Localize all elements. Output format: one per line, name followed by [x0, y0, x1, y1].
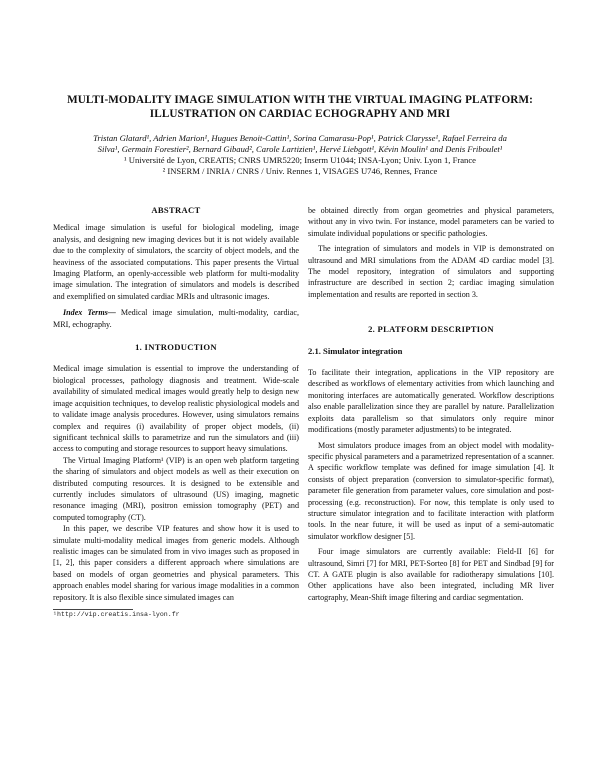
intro-heading: 1. INTRODUCTION — [135, 342, 217, 353]
title-line-2: ILLUSTRATION ON CARDIAC ECHOGRAPHY AND MRI — [149, 108, 451, 120]
right-paragraph-4: Most simulators produce images from an object model with modality-specific physical parameters and a parametrized representation of a scanner. A specific workflow template was defined for image simulation [4]. It consists of object preparation (conversion to simulator-specific format), parameter file generation from parameter values, core simulation and post-processing (e.g. reconstruction). For now, this template is only used to structure simulator integration and to facilitate interaction with platform tools. In the near future, it will be used as input of a semi-automatic simulator workflow designer [5]. — [308, 440, 554, 541]
index-terms-label: Index Terms— — [63, 308, 116, 318]
right-column — [308, 205, 554, 603]
index-terms-text: Medical image simulation, multi-modality, cardiac, MRI, echography. — [53, 308, 299, 329]
abstract-text: Medical image simulation is useful for biological modeling, image analysis, and designing new imaging devices but it is not widely available due to the complexity of simulators, the scarcity of object models, and the heaviness of the associated computations. This paper presents the Virtual Imaging Platform, an openly-accessible web platform for multi-modality image simulation. The integration of simulators and models is described and exemplified on simulated cardiac MRIs and ultrasonic images. — [53, 223, 299, 301]
index-terms — [53, 307, 299, 330]
left-column — [53, 205, 299, 620]
intro-paragraph-2: The Virtual Imaging Platform¹ (VIP) is an open web platform targeting the sharing of simulators and object models as well as their execution on distributed computing resources. It is designed to be extensible and currently includes simulators of ultrasound (US) imaging, magnetic resonance imaging (MRI), positron emission tomography (PET) and computed tomography (CT). — [53, 455, 299, 522]
intro-paragraph-3: In this paper, we describe VIP features and show how it is used to simulate multi-modality medical images from generic models. Although realistic images can be simulated from in vivo images such as proposed in [1, 2], this paper considers a different approach where simulations are based on models of organ geometries and physical parameters. This approach enables model sharing for various image modalities in a common repository. It is also flexible since simulated images can — [53, 524, 299, 602]
subsection-2-1-heading: 2.1. Simulator integration — [308, 345, 403, 356]
title-line-1: MULTI-MODALITY IMAGE SIMULATION WITH THE VIRTUAL IMAGING PLATFORM: — [67, 94, 533, 106]
right-paragraph-2: The integration of simulators and models in VIP is demonstrated on ultrasound and MRI simulations from the ADAM 4D cardiac model [3]. The model repository, integration of simulators and supporting infrastructure are described in section 2; cardiac imaging simulation implementation and results are reported in section 3. — [308, 244, 554, 299]
right-paragraph-1: be obtained directly from organ geometries and physical parameters, without any in vivo twin. For instance, model parameters can be varied to simulate individual populations or specific pathologies. — [308, 206, 554, 238]
paper-title — [40, 93, 560, 121]
intro-paragraph-1: Medical image simulation is essential to improve the understanding of biological processes, pathology diagnosis and treatment. Wide-scale availability of simulated medical images would greatly help to design new image acquisition techniques, to develop realistic physiological models and to validate image analysis procedures. However, using simulators remains complex and requires (i) availability of proper object models, (ii) significant technical skills to parametrize and run the simulators and (iii) access to computing and storage resources to support heavy simulations. — [53, 364, 299, 454]
footnote-link[interactable]: ¹http://vip.creatis.insa-lyon.fr — [53, 611, 180, 618]
author-block — [30, 133, 570, 177]
right-paragraph-5: Four image simulators are currently available: Field-II [6] for ultrasound, Simri [7] for MRI, PET-Sorteo [8] for PET and Sindbad [9] for CT. A GATE plugin is also available for radiotherapy simulations [10]. Other applications have also been integrated, including MR liver cartography, Mean-Shift image filtering and cardiac segmentation. — [308, 547, 554, 602]
affiliation-2: ² INSERM / INRIA / CNRS / Univ. Rennes 1, VISAGES U746, Rennes, France — [162, 166, 438, 176]
authors-line-2: Silva¹, Germain Forestier², Bernard Gibaud², Carole Lartizien¹, Hervé Liebgott¹, Kévin Moulin¹ and Denis Friboulet¹ — [97, 144, 503, 154]
abstract-heading: ABSTRACT — [151, 205, 201, 215]
section-2-heading: 2. PLATFORM DESCRIPTION — [368, 324, 494, 335]
affiliation-1: ¹ Université de Lyon, CREATIS; CNRS UMR5220; Inserm U1044; INSA-Lyon; Univ. Lyon 1, France — [124, 155, 476, 165]
authors-line-1: Tristan Glatard¹, Adrien Marion¹, Hugues Benoit-Cattin¹, Sorina Camarasu-Pop¹, Patrick Clarysse¹, Rafael Ferreira da — [93, 133, 507, 143]
right-paragraph-3: To facilitate their integration, applications in the VIP repository are described as workflows of elementary activities from which launching and monitoring interfaces are automatically generated. Workflow descriptions also enable parallelization since they are parallel by nature. Parallelization exploits data parallelism so that simulators only require minor modifications (mostly parameter adjustments) to be integrated. — [308, 368, 554, 435]
